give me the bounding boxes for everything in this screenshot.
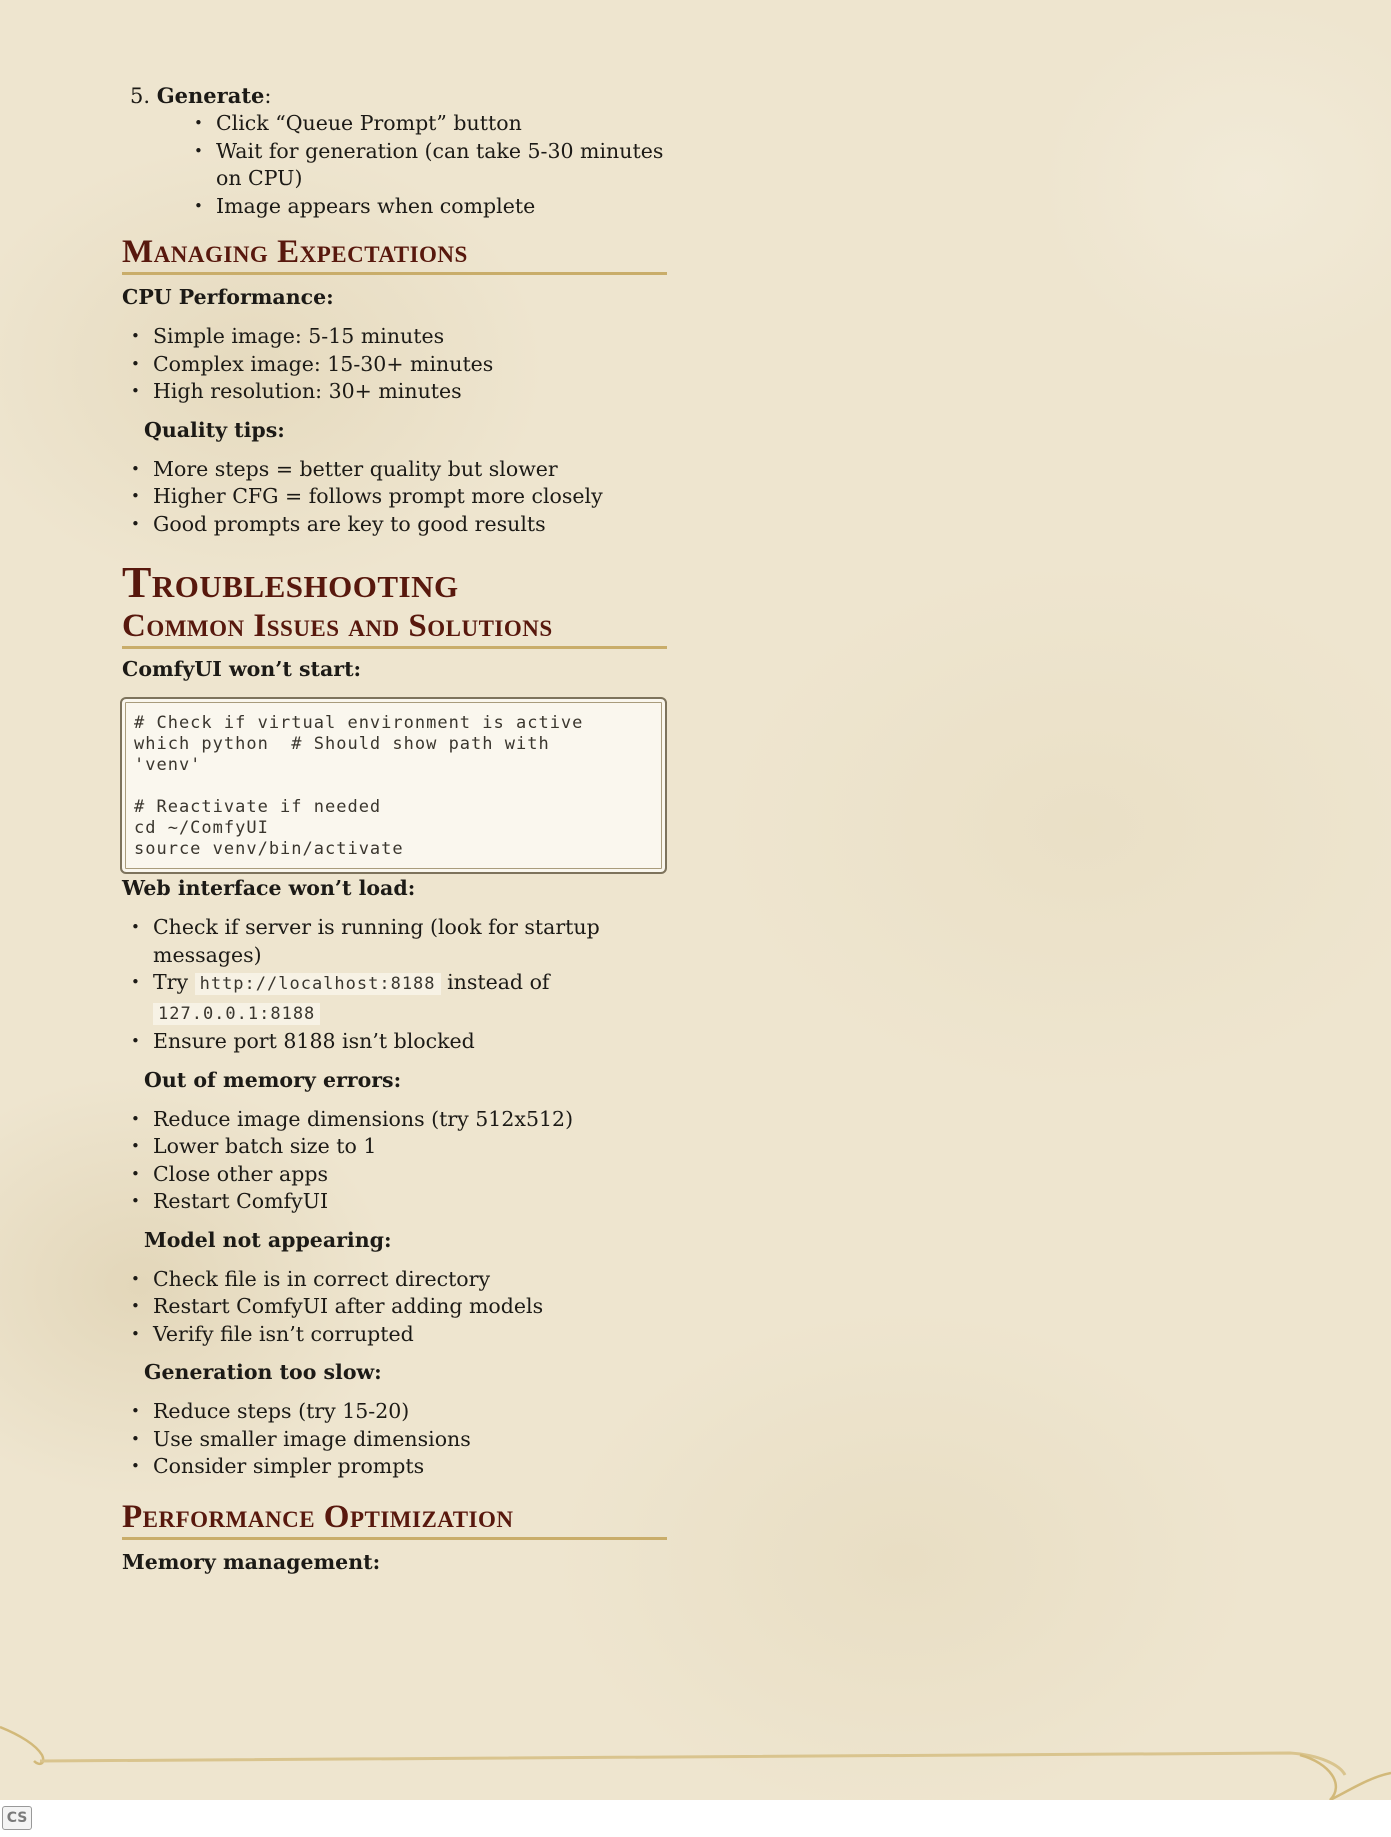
step-number: 5. [130,84,151,108]
flourish-right [1300,1755,1391,1800]
label-text: Out of memory errors [144,1067,394,1092]
list-item [122,969,667,1028]
list-item: • Use smaller image dimensions [122,1426,667,1454]
label-model-not-appearing: Model not appearing: [144,1227,392,1252]
label-out-of-memory: Out of memory errors: [144,1067,402,1092]
step-title: Generate [156,83,265,108]
label-text: CPU Performance [122,285,327,309]
memory-list [122,1106,667,1216]
footer-flourish-decoration [0,1715,1391,1805]
list-item: • Restart ComfyUI [122,1188,667,1216]
label-text: ComfyUI won’t start [122,657,354,681]
model-list [122,1266,667,1349]
list-item: • Consider simpler prompts [122,1453,667,1481]
list-item: • Complex image: 15-30+ minutes [122,351,667,379]
cpu-list [122,323,667,406]
label-text: Web interface won’t load [122,876,408,900]
step-5 [130,82,667,110]
label-memory-management: Memory management: [122,1549,381,1574]
list-item: • Higher CFG = follows prompt more closely [122,483,667,511]
label-text: Model not appearing [144,1227,384,1252]
inline-code-localhost: http://localhost:8188 [195,973,441,995]
label-text: Memory management [122,1549,373,1574]
camscanner-logo: CS [2,1806,32,1830]
list-item: • Check if server is running (look for startup messages) [122,914,667,969]
list-item: • Verify file isn’t corrupted [122,1321,667,1349]
step-5-list [185,110,667,220]
label-web-interface: Web interface won’t load: [122,876,416,900]
list-item: • Good prompts are key to good results [122,511,667,539]
list-item: • More steps = better quality but slower [122,456,667,484]
text-try: Try [153,970,189,994]
label-cpu-performance: CPU Performance: [122,285,334,309]
list-item: • Lower batch size to 1 [122,1133,667,1161]
list-item: • Simple image: 5-15 minutes [122,323,667,351]
label-generation-too-slow: Generation too slow: [144,1360,382,1384]
quality-list [122,456,667,539]
label-wont-start: ComfyUI won’t start: [122,657,362,681]
document-column [122,82,667,1576]
list-item: • Check file is in correct directory [122,1266,667,1294]
list-item: • High resolution: 30+ minutes [122,378,667,406]
label-text: Generation too slow [144,1360,375,1384]
slow-list [122,1398,667,1481]
list-item: • Image appears when complete [185,193,667,221]
code-block [120,697,667,874]
flourish-left [0,1727,43,1764]
list-item: • Reduce image dimensions (try 512x512) [122,1106,667,1134]
text-instead-of: instead of [447,970,550,994]
inline-code-ip: 127.0.0.1:8188 [153,1003,320,1025]
list-item: • Ensure port 8188 isn’t blocked [122,1028,667,1056]
code-text: # Check if virtual environment is active which python # Should show path with 'venv' # Reactivate if needed cd ~/ComfyUI source venv/bin/activate [134,713,584,859]
list-item: • Close other apps [122,1161,667,1189]
heading-troubleshooting: Troubleshooting [122,558,459,607]
label-quality-tips: Quality tips: [144,417,285,442]
label-text: Quality tips [144,417,278,442]
list-item: • Reduce steps (try 15-20) [122,1398,667,1426]
footer-strip [0,1800,1391,1837]
heading-performance-optimization: Performance Optimization [122,1499,667,1540]
heading-common-issues: Common Issues and Solutions [122,608,667,649]
list-item: • Restart ComfyUI after adding models [122,1293,667,1321]
flourish-line [40,1753,1345,1775]
list-item: • Click “Queue Prompt” button [185,110,667,138]
list-item: • Wait for generation (can take 5-30 minutes on CPU) [185,138,667,193]
web-list [122,914,667,1056]
heading-managing-expectations: Managing Expectations [122,234,667,275]
step-colon: : [264,84,272,108]
